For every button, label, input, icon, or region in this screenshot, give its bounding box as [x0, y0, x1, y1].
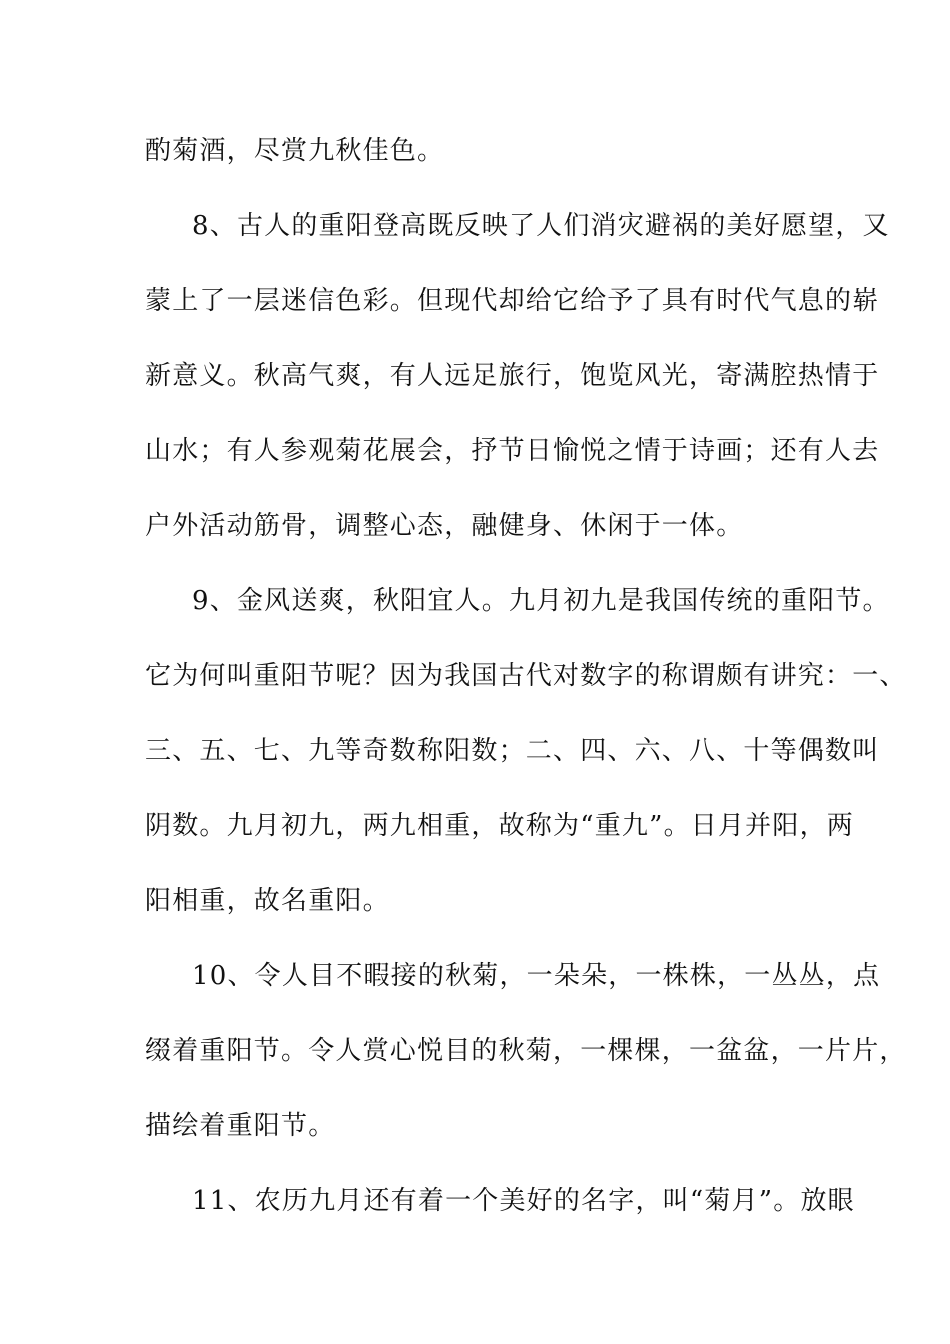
paragraph-8-start: 8、古人的重阳登高既反映了人们消灾避祸的美好愿望，又: [192, 211, 890, 241]
text-line: 酌菊酒，尽赏九秋佳色。: [145, 136, 445, 166]
text-line: 新意义。秋高气爽，有人远足旅行，饱览风光，寄满腔热情于: [145, 361, 880, 391]
text-line: 阴数。九月初九，两九相重，故称为“重九”。日月并阳，两: [145, 811, 854, 841]
paragraph-11-start: 11、农历九月还有着一个美好的名字，叫“菊月”。放眼: [192, 1186, 855, 1216]
text-line: 它为何叫重阳节呢？因为我国古代对数字的称谓颇有讲究：一、: [145, 661, 907, 691]
paragraph-9-start: 9、金风送爽，秋阳宜人。九月初九是我国传统的重阳节。: [192, 586, 890, 616]
paragraph-10-start: 10、令人目不暇接的秋菊，一朵朵，一株株，一丛丛，点: [192, 961, 881, 991]
text-line: 户外活动筋骨，调整心态，融健身、休闲于一体。: [145, 511, 744, 541]
text-line: 蒙上了一层迷信色彩。但现代却给它给予了具有时代气息的崭: [145, 286, 880, 316]
text-line: 三、五、七、九等奇数称阳数；二、四、六、八、十等偶数叫: [145, 736, 880, 766]
text-line: 描绘着重阳节。: [145, 1111, 336, 1141]
text-line: 山水；有人参观菊花展会，抒节日愉悦之情于诗画；还有人去: [145, 436, 880, 466]
text-line: 阳相重，故名重阳。: [145, 886, 390, 916]
text-line: 缀着重阳节。令人赏心悦目的秋菊，一棵棵，一盆盆，一片片，: [145, 1036, 907, 1066]
